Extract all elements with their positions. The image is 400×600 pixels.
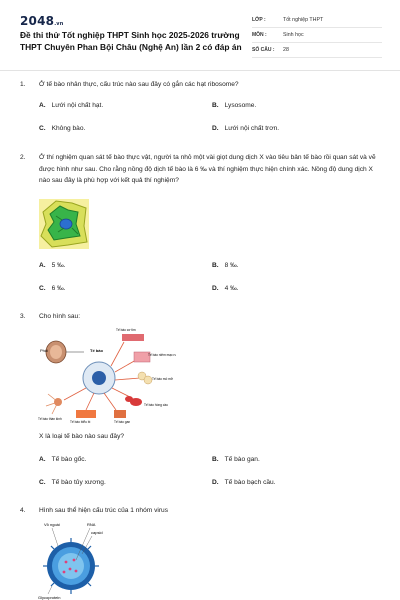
page-header <box>0 0 400 72</box>
label-mieu-mac: Tế bào niêm mạc ruột <box>148 353 176 357</box>
option-b[interactable]: B. Tế bào gan. <box>212 456 260 463</box>
meta-row-class <box>252 13 382 28</box>
option-d[interactable]: D. Lưới nội chất trơn. <box>212 125 280 132</box>
question-text: Ở thí nghiệm quan sát tế bào thực vật, người ta nhỏ một vài giọt dung dịch X vào tiêu bản tế bào rồi quan sát và vẽ được hình như sau. Cho rằng nồng độ dịch tế bào là 6 ‰ và thí nghiệm thực hiện chính xác. Nồng độ dung dịch X nào sau đây là phù hợp với kết quả thí nghiệm? <box>39 154 376 184</box>
option-a[interactable]: A. 5 ‰. <box>39 262 66 269</box>
question-number: 4. <box>20 507 26 514</box>
option-b[interactable]: B. Lysosome. <box>212 102 257 109</box>
label-mo-mo: Tế bào mô mỡ <box>152 377 173 381</box>
label-than-kinh: Tế bào thần kinh <box>38 417 62 421</box>
logo-suffix: .vn <box>54 21 64 27</box>
label-gan: Tế bào gan <box>114 420 131 424</box>
option-a[interactable]: A. Lưới nội chất hạt. <box>39 102 104 109</box>
option-d[interactable]: D. Tế bào bạch cầu. <box>212 479 276 486</box>
label-co-tim: Tế bào cơ tim <box>116 328 136 332</box>
site-logo[interactable] <box>20 14 64 28</box>
logo-text: 2048 <box>20 14 55 28</box>
meta-value: Tốt nghiệp THPT <box>283 17 324 23</box>
meta-label: SỐ CÂU : <box>252 47 275 53</box>
stem-cell-differentiation-figure <box>36 326 176 426</box>
question-line: X là loại tế bào nào sau đây? <box>39 433 125 440</box>
option-b[interactable]: B. 8 ‰. <box>212 262 239 269</box>
question-text: Cho hình sau: <box>39 313 81 320</box>
meta-value: 28 <box>283 47 289 53</box>
virus-structure-figure <box>38 520 118 600</box>
exam-title: Đề thi thử Tốt nghiệp THPT Sinh học 2025-2026 trường THPT Chuyên Phan Bội Châu (Nghệ An) lần 2 có đáp án <box>20 30 242 52</box>
label-rna: RNA <box>87 522 96 527</box>
meta-row-count <box>252 43 382 58</box>
meta-value: Sinh học <box>283 32 304 38</box>
label-capsid: capsid <box>91 530 103 535</box>
option-a[interactable]: A. Tế bào gốc. <box>39 456 87 463</box>
label-bieu-bi: Tế bào biểu bì <box>70 420 91 424</box>
meta-row-subject <box>252 28 382 43</box>
option-d[interactable]: D. 4 ‰. <box>212 285 239 292</box>
question-text: Ở tế bào nhân thực, cấu trúc nào sau đây có gắn các hạt ribosome? <box>39 81 239 88</box>
label-glycoprotein: Glycoprotein <box>38 595 61 600</box>
question-number: 3. <box>20 313 26 320</box>
option-c[interactable]: C. Không bào. <box>39 125 86 132</box>
question-number: 2. <box>20 154 26 161</box>
plasmolysis-cell-figure <box>38 198 90 250</box>
label-vo-ngoai: Vỏ ngoài <box>44 522 60 527</box>
option-c[interactable]: C. Tế bào tủy xương. <box>39 479 106 486</box>
label-te-bao: Tế bào <box>90 348 103 353</box>
question-text: Hình sau thể hiện cấu trúc của 1 nhóm virus <box>39 507 169 514</box>
header-divider <box>0 70 400 71</box>
meta-label: MÔN : <box>252 32 267 38</box>
label-hong-cau: Tế bào hồng cầu <box>144 403 168 407</box>
label-phoi: Phôi <box>40 348 49 353</box>
meta-label: LỚP : <box>252 17 266 23</box>
option-c[interactable]: C. 6 ‰. <box>39 285 66 292</box>
question-number: 1. <box>20 81 26 88</box>
exam-meta <box>252 13 382 58</box>
